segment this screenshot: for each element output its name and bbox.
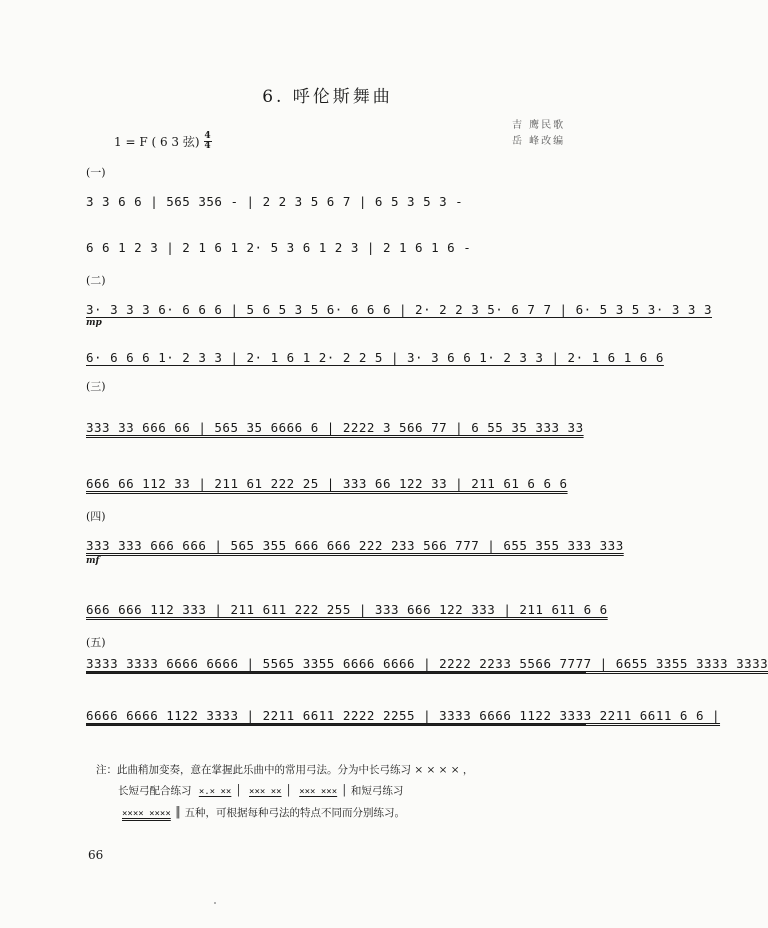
notation-line-4-1: 333 333 666 666 | 565 355 666 666 222 233 566 777 | 655 355 333 333 xyxy=(86,538,624,553)
notation-line-5-1: 3333 3333 6666 6666 | 5565 3355 6666 6666 | 2222 2233 5566 7777 | 6655 3355 3333 3333 xyxy=(86,656,768,671)
section-label-4: (四) xyxy=(86,510,106,523)
dynamic-mark-4: mf xyxy=(86,556,100,566)
time-numerator: 4 xyxy=(204,131,211,141)
bow-pattern-3: ××× ××× xyxy=(299,787,338,797)
credits xyxy=(512,118,565,150)
notation-line-2-1: 3· 3 3 3 6· 6 6 6 | 5 6 5 3 5 6· 6 6 6 | 2· 2 2 3 5· 6 7 7 | 6· 5 3 5 3· 3 3 3 xyxy=(86,302,712,317)
time-signature xyxy=(204,132,212,151)
page-number: 66 xyxy=(88,848,104,862)
notation-line-2-2: 6· 6 6 6 1· 2 3 3 | 2· 1 6 1 2· 2 2 5 | 3· 3 6 6 1· 2 3 3 | 2· 1 6 1 6 6 xyxy=(86,350,664,365)
bow-pattern-2: ××× ×× xyxy=(249,787,282,797)
credit-source: 吉 鹰民歌 xyxy=(512,120,566,131)
notation-line-1-2: 6 6 1 2 3 | 2 1 6 1 2· 5 3 6 1 2 3 | 2 1 6 1 6 - xyxy=(86,240,472,255)
footnote-row-2: 长短弓配合练习 ×.× ×× │ ××× ×× │ ××× ××× │ 和短弓练习 xyxy=(118,785,404,797)
dynamic-mark-2: mp xyxy=(86,318,102,328)
notation-line-3-2: 666 66 112 33 | 211 61 222 25 | 333 66 122 33 | 211 61 6 6 6 xyxy=(86,476,568,491)
footnote-row-2-end: 和短弓练习 xyxy=(350,785,404,797)
section-label-5: (五) xyxy=(86,636,106,649)
notation-line-4-2: 666 666 112 333 | 211 611 222 255 | 333 666 122 333 | 211 611 6 6 xyxy=(86,602,608,617)
section-label-3: (三) xyxy=(86,380,106,393)
time-denominator: 4 xyxy=(204,141,211,151)
credit-arranger: 岳 峰改编 xyxy=(512,136,566,147)
section-label-2: (二) xyxy=(86,274,106,287)
bow-pattern-4: ×××× ×××× xyxy=(122,809,171,819)
key-signature xyxy=(114,132,212,151)
footnote-row-2-text: 长短弓配合练习 xyxy=(118,785,192,797)
footnote-row-3-text: 五种，可根据每种弓法的特点不同而分别练习。 xyxy=(184,807,405,819)
section-label-1: (一) xyxy=(86,166,106,179)
scan-speck xyxy=(214,902,216,904)
key-text: 1 = F ( 6 3 弦) xyxy=(114,135,200,149)
footnote-row-1: 注：此曲稍加变奏，意在掌握此乐曲中的常用弓法。分为中长弓练习 × × × × ， xyxy=(96,764,474,776)
notation-line-5-2: 6666 6666 1122 3333 | 2211 6611 2222 2255 | 3333 6666 1122 3333 2211 6611 6 6 | xyxy=(86,708,721,723)
footnote-row-3: ×××× ×××× ║ 五种，可根据每种弓法的特点不同而分别练习。 xyxy=(122,807,405,819)
page-title: 6. 呼伦斯舞曲 xyxy=(262,87,393,107)
notation-line-1-1: 3 3 6 6 | 565 356 - | 2 2 3 5 6 7 | 6 5 3 5 3 - xyxy=(86,194,464,209)
notation-line-3-1: 333 33 666 66 | 565 35 6666 6 | 2222 3 566 77 | 6 55 35 333 33 xyxy=(86,420,584,435)
footnote xyxy=(96,760,596,825)
bow-pattern-1: ×.× ×× xyxy=(198,787,232,797)
